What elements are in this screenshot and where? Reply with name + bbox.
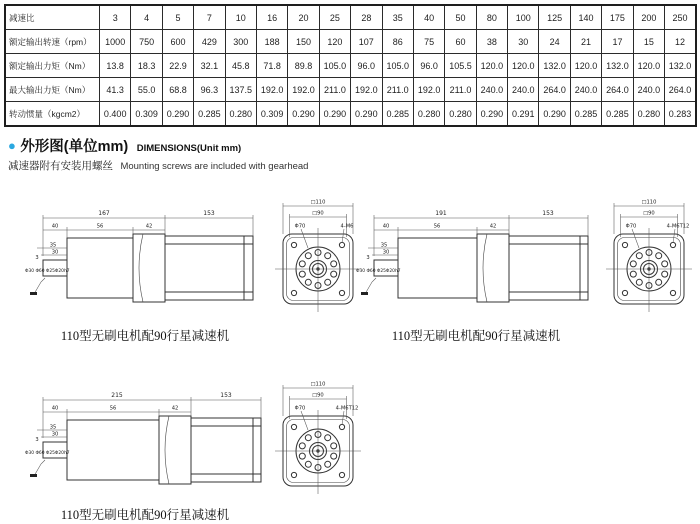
spec-cell: 264.0: [539, 78, 570, 102]
dim-3: 3: [35, 437, 39, 443]
front-inner-square-label: □90: [312, 392, 324, 399]
spec-cell: 96.0: [413, 54, 444, 78]
side-view-drawing-2: [356, 190, 596, 340]
spec-cell: 240.0: [633, 78, 664, 102]
row-label: 额定输出力矩（Nm）: [5, 54, 100, 78]
spec-cell: 96.0: [351, 54, 382, 78]
side-view-drawing-1: [25, 190, 265, 340]
spec-cell: 0.280: [445, 102, 476, 127]
spec-cell: 15: [633, 30, 664, 54]
spec-cell: 0.290: [351, 102, 382, 127]
spec-cell: 192.0: [256, 78, 287, 102]
spec-cell: 0.290: [319, 102, 350, 127]
front-outer-square-label: □110: [310, 381, 326, 388]
spec-cell: 0.290: [162, 102, 193, 127]
shaft-diameter-label: Φ30 Φ60 Φ25Φ20h7: [25, 451, 70, 456]
spec-cell: 120.0: [508, 54, 539, 78]
section-heading: [8, 135, 241, 156]
section-title-zh: 外形图(单位mm): [20, 139, 129, 155]
spec-cell: 188: [256, 30, 287, 54]
front-pilot-label: Φ70: [294, 405, 306, 412]
spec-cell: 175: [602, 5, 633, 30]
row-label: 最大输出力矩（Nm）: [5, 78, 100, 102]
spec-cell: 17: [602, 30, 633, 54]
front-view-drawing-3: [271, 372, 366, 522]
spec-cell: 75: [413, 30, 444, 54]
spec-cell: 0.290: [288, 102, 319, 127]
spec-cell: 7: [194, 5, 225, 30]
spec-cell: 120.0: [570, 54, 601, 78]
spec-table-row: [5, 5, 696, 30]
spec-cell: 25: [319, 5, 350, 30]
spec-cell: 4: [131, 5, 162, 30]
spec-cell: 120: [319, 30, 350, 54]
front-view-drawing-1: [271, 190, 366, 340]
spec-cell: 192.0: [413, 78, 444, 102]
section-subtitle: [8, 156, 308, 174]
spec-cell: 0.280: [225, 102, 256, 127]
spec-cell: 18.3: [131, 54, 162, 78]
spec-cell: 21: [570, 30, 601, 54]
spec-cell: 40: [413, 5, 444, 30]
spec-cell: 0.285: [570, 102, 601, 127]
spec-cell: 55.0: [131, 78, 162, 102]
spec-cell: 28: [351, 5, 382, 30]
spec-cell: 600: [162, 30, 193, 54]
drawing-caption-3: 110型无刷电机配90行星减速机: [60, 508, 230, 522]
row-label: 减速比: [5, 5, 100, 30]
dim-35: 35: [380, 242, 388, 249]
dim-seg1: 40: [382, 223, 390, 230]
spec-cell: 71.8: [256, 54, 287, 78]
spec-cell: 0.280: [413, 102, 444, 127]
spec-cell: 105.0: [382, 54, 413, 78]
spec-table-wrap: [4, 4, 697, 127]
spec-cell: 50: [445, 5, 476, 30]
spec-cell: 750: [131, 30, 162, 54]
dim-30: 30: [51, 249, 59, 256]
spec-cell: 89.8: [288, 54, 319, 78]
dim-30: 30: [51, 431, 59, 438]
spec-cell: 140: [570, 5, 601, 30]
spec-cell: 32.1: [194, 54, 225, 78]
spec-cell: 0.309: [256, 102, 287, 127]
dim-3: 3: [366, 255, 370, 261]
drawing-motor-gearhead-1: [25, 190, 366, 340]
spec-cell: 300: [225, 30, 256, 54]
spec-cell: 105.0: [319, 54, 350, 78]
row-label: 额定输出转速（rpm）: [5, 30, 100, 54]
spec-cell: 192.0: [351, 78, 382, 102]
spec-cell: 0.309: [131, 102, 162, 127]
spec-cell: 137.5: [225, 78, 256, 102]
dim-30: 30: [382, 249, 390, 256]
spec-cell: 120.0: [476, 54, 507, 78]
dim-seg2: 56: [96, 223, 104, 230]
dim-seg3: 42: [489, 223, 497, 230]
shaft-diameter-label: Φ30 Φ60 Φ25Φ20h7: [356, 269, 401, 274]
spec-cell: 20: [288, 5, 319, 30]
spec-cell: 0.285: [194, 102, 225, 127]
spec-cell: 45.8: [225, 54, 256, 78]
spec-cell: 211.0: [319, 78, 350, 102]
spec-cell: 211.0: [382, 78, 413, 102]
spec-cell: 240.0: [476, 78, 507, 102]
dim-motor-length: 153: [220, 392, 232, 399]
dim-motor-length: 153: [203, 210, 215, 217]
front-screws-label: 4-M6T12: [666, 223, 690, 230]
dim-seg1: 40: [51, 223, 59, 230]
spec-cell: 0.290: [476, 102, 507, 127]
spec-cell: 150: [288, 30, 319, 54]
drawing-motor-gearhead-2: [356, 190, 697, 340]
spec-cell: 13.8: [100, 54, 131, 78]
dim-35: 35: [49, 424, 57, 431]
drawing-caption-2: 110型无刷电机配90行星减速机: [391, 329, 561, 343]
spec-cell: 240.0: [570, 78, 601, 102]
spec-cell: 132.0: [539, 54, 570, 78]
spec-cell: 24: [539, 30, 570, 54]
spec-cell: 240.0: [508, 78, 539, 102]
spec-cell: 16: [256, 5, 287, 30]
spec-cell: 132.0: [602, 54, 633, 78]
spec-cell: 80: [476, 5, 507, 30]
bullet-icon: ●: [8, 138, 16, 153]
spec-table-row: [5, 102, 696, 127]
spec-cell: 12: [665, 30, 696, 54]
spec-table: [4, 4, 697, 127]
shaft-diameter-label: Φ30 Φ60 Φ25Φ20h7: [25, 269, 70, 274]
section-subtitle-en: Mounting screws are included with gearhead: [120, 161, 309, 172]
dim-overall-length: 215: [111, 392, 123, 399]
spec-cell: 264.0: [602, 78, 633, 102]
spec-cell: 38: [476, 30, 507, 54]
front-inner-square-label: □90: [312, 210, 324, 217]
dim-seg3: 42: [171, 405, 179, 412]
dim-seg3: 42: [145, 223, 153, 230]
front-pilot-label: Φ70: [625, 223, 637, 230]
front-pilot-label: Φ70: [294, 223, 306, 230]
front-outer-square-label: □110: [641, 199, 657, 206]
spec-cell: 132.0: [665, 54, 696, 78]
spec-cell: 68.8: [162, 78, 193, 102]
spec-cell: 1000: [100, 30, 131, 54]
spec-cell: 125: [539, 5, 570, 30]
front-inner-square-label: □90: [643, 210, 655, 217]
spec-cell: 96.3: [194, 78, 225, 102]
spec-cell: 0.280: [633, 102, 664, 127]
spec-cell: 30: [508, 30, 539, 54]
spec-cell: 3: [100, 5, 131, 30]
spec-cell: 86: [382, 30, 413, 54]
spec-cell: 105.5: [445, 54, 476, 78]
dim-3: 3: [35, 255, 39, 261]
spec-cell: 0.285: [382, 102, 413, 127]
spec-cell: 211.0: [445, 78, 476, 102]
dim-overall-length: 167: [98, 210, 110, 217]
drawing-caption-1: 110型无刷电机配90行星减速机: [60, 329, 230, 343]
spec-cell: 10: [225, 5, 256, 30]
row-label: 转动惯量（kgcm2）: [5, 102, 100, 127]
dim-seg2: 56: [433, 223, 441, 230]
dim-seg2: 56: [109, 405, 117, 412]
spec-cell: 100: [508, 5, 539, 30]
front-screws-label: 4-M6T12: [335, 405, 359, 412]
spec-cell: 120.0: [633, 54, 664, 78]
spec-table-row: [5, 78, 696, 102]
spec-cell: 429: [194, 30, 225, 54]
spec-cell: 200: [633, 5, 664, 30]
spec-cell: 0.290: [539, 102, 570, 127]
dim-seg1: 40: [51, 405, 59, 412]
spec-cell: 41.3: [100, 78, 131, 102]
spec-cell: 192.0: [288, 78, 319, 102]
spec-cell: 22.9: [162, 54, 193, 78]
spec-cell: 0.400: [100, 102, 131, 127]
drawing-motor-gearhead-3: [25, 372, 366, 522]
dim-motor-length: 153: [542, 210, 554, 217]
spec-cell: 107: [351, 30, 382, 54]
side-view-drawing-3: [25, 372, 265, 522]
section-title-en: DIMENSIONS(Unit mm): [136, 143, 242, 154]
front-screws-label: 4-M6: [340, 223, 354, 230]
front-view-drawing-2: [602, 190, 697, 340]
spec-table-row: [5, 54, 696, 78]
spec-cell: 35: [382, 5, 413, 30]
spec-cell: 0.285: [602, 102, 633, 127]
spec-cell: 60: [445, 30, 476, 54]
spec-table-row: [5, 30, 696, 54]
section-subtitle-zh: 减速器附有安装用螺丝: [8, 160, 113, 172]
dim-35: 35: [49, 242, 57, 249]
spec-cell: 250: [665, 5, 696, 30]
spec-cell: 264.0: [665, 78, 696, 102]
front-outer-square-label: □110: [310, 199, 326, 206]
dim-overall-length: 191: [435, 210, 447, 217]
spec-cell: 0.283: [665, 102, 696, 127]
spec-cell: 5: [162, 5, 193, 30]
spec-cell: 0.291: [508, 102, 539, 127]
